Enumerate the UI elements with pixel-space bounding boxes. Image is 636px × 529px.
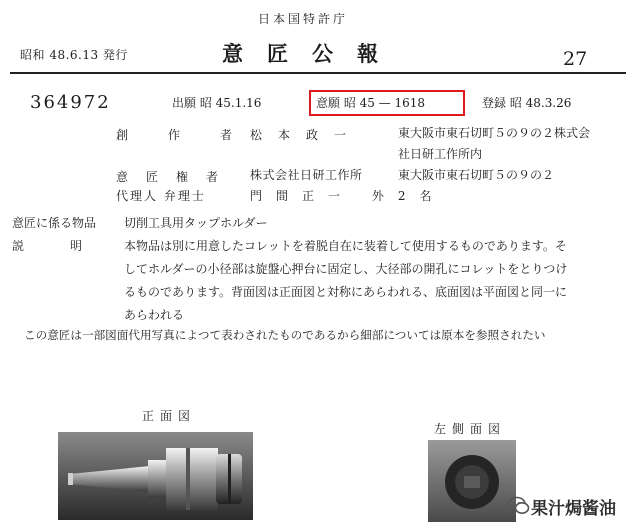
left-side-view-photo xyxy=(428,440,516,522)
creator-address-line1: 東大阪市東石切町５の９の２株式会 xyxy=(398,126,591,140)
description-label: 説明 xyxy=(12,239,129,253)
article-label: 意匠に係る物品 xyxy=(12,216,97,230)
office-name: 日本国特許庁 xyxy=(258,12,349,26)
article-value: 切削工具用タップホルダー xyxy=(124,216,268,230)
rights-holder-label: 意匠権者 xyxy=(116,170,237,184)
watermark-text: 果汁焗酱油 xyxy=(531,499,616,519)
design-application-number: 意願 昭 45 — 1618 xyxy=(316,96,426,110)
description-line-2: してホルダーの小径部は旋盤心押台に固定し、大径部の開孔にコレットをとりつけ xyxy=(124,262,568,276)
description-line-3: るものであります。背面図は正面図と対称にあらわれる、底面図は平面図と同一に xyxy=(124,285,568,299)
left-side-view-label: 左側面図 xyxy=(434,422,507,436)
tap-holder-front-image xyxy=(58,432,253,520)
agent-label: 代理人 弁理士 xyxy=(116,189,206,203)
publication-date: 昭和 48.6.13 発行 xyxy=(20,48,128,62)
header-rule xyxy=(10,72,626,74)
description-line-1: 本物品は別に用意したコレットを着脱自在に装着して使用するものであります。そ xyxy=(124,239,567,253)
agent-name: 門間正一 外2名 xyxy=(250,189,446,203)
gazette-title: 意匠公報 xyxy=(222,41,402,66)
tap-holder-side-image xyxy=(428,440,516,522)
creator-address-line2: 社日研工作所内 xyxy=(398,147,483,161)
watermark-wechat-icon xyxy=(508,495,530,517)
registration-date: 登録 昭 48.3.26 xyxy=(482,96,572,110)
creator-label: 創作者 xyxy=(116,128,273,142)
application-date: 出願 昭 45.1.16 xyxy=(172,96,262,110)
registration-number: 364972 xyxy=(30,92,111,113)
page-number: 27 xyxy=(563,48,588,70)
front-view-label: 正面図 xyxy=(142,409,197,423)
creator-name: 松本政一 xyxy=(250,128,363,142)
rights-holder-address: 東大阪市東石切町５の９の２ xyxy=(398,168,555,182)
note-text: この意匠は一部図面代用写真によつて表わされたものであるから細部については原本を参照されたい xyxy=(24,328,546,342)
front-view-photo xyxy=(58,432,253,520)
rights-holder-name: 株式会社日研工作所 xyxy=(250,168,363,182)
description-line-4: あらわれる xyxy=(124,308,185,322)
